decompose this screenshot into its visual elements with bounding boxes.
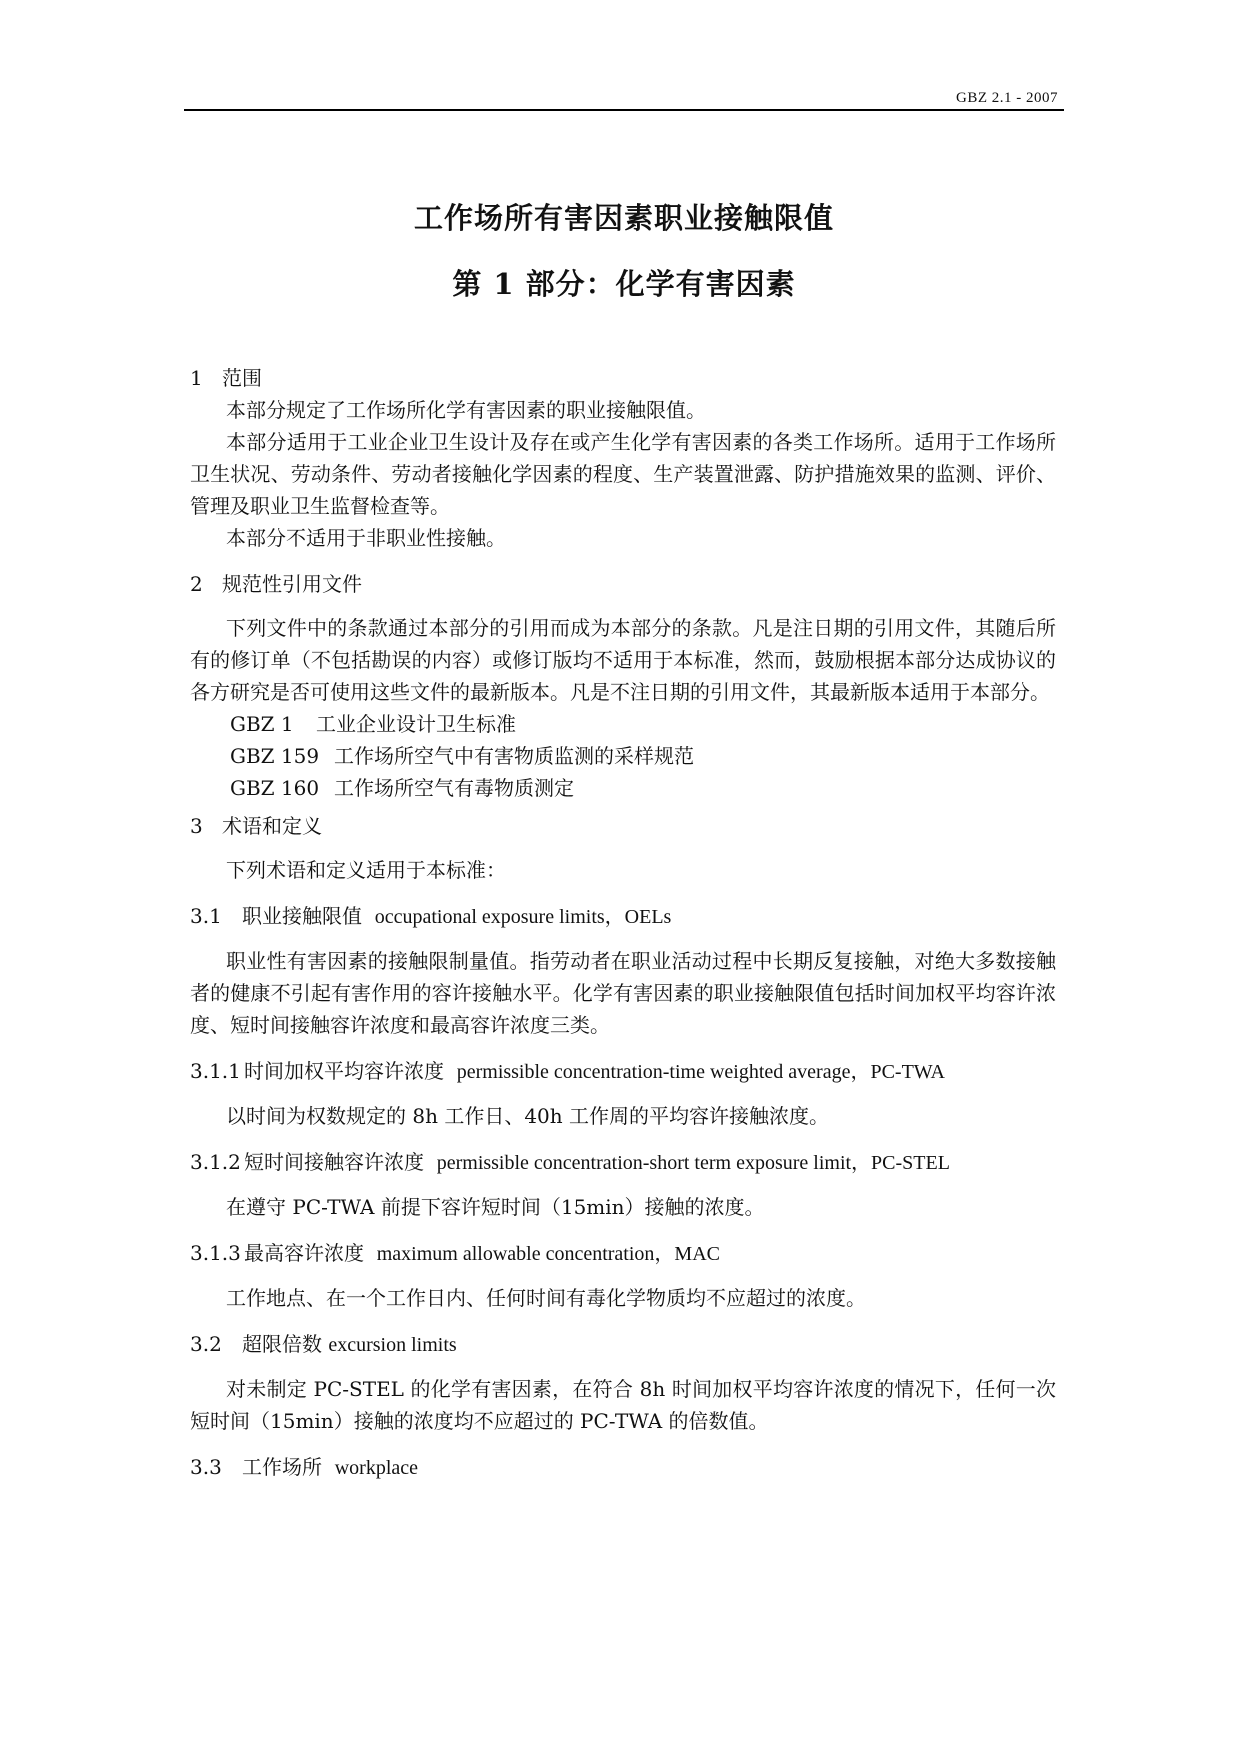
term-english: occupational exposure limits，OELs bbox=[374, 906, 672, 928]
term-name: 职业接触限值 bbox=[242, 904, 362, 928]
reference-code: GBZ 1 bbox=[230, 712, 294, 736]
term-definition: 职业性有害因素的接触限制量值。指劳动者在职业活动过程中长期反复接触，对绝大多数接触者的健康不引起有害作用的容许接触水平。化学有害因素的职业接触限值包括时间加权平均容许浓度、短时间接触容许浓度和最高容许浓度三类。 bbox=[190, 949, 1056, 1037]
paragraph: 本部分规定了工作场所化学有害因素的职业接触限值。 bbox=[226, 398, 706, 422]
header-rule bbox=[184, 109, 1064, 111]
document-body bbox=[190, 362, 1056, 1484]
page-header bbox=[184, 88, 1064, 110]
term-heading-3-1-1 bbox=[190, 1055, 1056, 1088]
term-heading-3-1 bbox=[190, 900, 1056, 933]
reference-item bbox=[190, 740, 1056, 772]
paragraph: 下列文件中的条款通过本部分的引用而成为本部分的条款。凡是注日期的引用文件，其随后所有的修订单（不包括勘误的内容）或修订版均不适用于本标准，然而，鼓励根据本部分达成协议的各方研究是否可使用这些文件的最新版本。凡是不注日期的引用文件，其最新版本适用于本部分。 bbox=[190, 616, 1056, 704]
term-heading-3-2 bbox=[190, 1328, 1056, 1361]
paragraph: 本部分不适用于非职业性接触。 bbox=[226, 526, 506, 550]
section-1-heading bbox=[190, 362, 1056, 394]
section-title: 范围 bbox=[222, 366, 262, 390]
paragraph: 下列术语和定义适用于本标准： bbox=[226, 858, 506, 882]
document-subtitle: 第 1 部分：化学有害因素 bbox=[452, 267, 796, 301]
reference-code: GBZ 159 bbox=[230, 744, 320, 768]
section-3-heading bbox=[190, 810, 1056, 842]
term-english: permissible concentration-short term exposure limit，PC-STEL bbox=[436, 1152, 950, 1174]
term-heading-3-1-3 bbox=[190, 1237, 1056, 1270]
term-number: 3.1 bbox=[190, 904, 222, 928]
section-title: 术语和定义 bbox=[222, 814, 322, 838]
term-definition: 工作地点、在一个工作日内、任何时间有毒化学物质均不应超过的浓度。 bbox=[226, 1286, 866, 1310]
standard-code: GBZ 2.1 - 2007 bbox=[956, 90, 1058, 106]
term-english: maximum allowable concentration，MAC bbox=[376, 1243, 720, 1265]
paragraph: 本部分适用于工业企业卫生设计及存在或产生化学有害因素的各类工作场所。适用于工作场所卫生状况、劳动条件、劳动者接触化学因素的程度、生产装置泄露、防护措施效果的监测、评价、管理及职业卫生监督检查等。 bbox=[190, 430, 1056, 518]
reference-item bbox=[190, 772, 1056, 804]
term-english: excursion limits bbox=[328, 1334, 457, 1356]
term-number: 3.1.1 bbox=[190, 1059, 241, 1083]
section-title: 规范性引用文件 bbox=[222, 572, 362, 596]
section-number: 3 bbox=[190, 814, 203, 838]
document-title: 工作场所有害因素职业接触限值 bbox=[413, 201, 834, 235]
term-name: 工作场所 bbox=[242, 1455, 322, 1479]
term-heading-3-3 bbox=[190, 1451, 1056, 1484]
term-name: 超限倍数 bbox=[242, 1332, 322, 1356]
section-number: 2 bbox=[190, 572, 203, 596]
term-definition: 对未制定 PC-STEL 的化学有害因素，在符合 8h 时间加权平均容许浓度的情况下，任何一次短时间（15min）接触的浓度均不应超过的 PC-TWA 的倍数值。 bbox=[190, 1377, 1056, 1433]
term-name: 短时间接触容许浓度 bbox=[244, 1150, 424, 1174]
term-name: 时间加权平均容许浓度 bbox=[244, 1059, 444, 1083]
term-definition: 在遵守 PC-TWA 前提下容许短时间（15min）接触的浓度。 bbox=[226, 1195, 765, 1219]
section-number: 1 bbox=[190, 366, 203, 390]
term-definition: 以时间为权数规定的 8h 工作日、40h 工作周的平均容许接触浓度。 bbox=[226, 1104, 830, 1128]
term-english: permissible concentration-time weighted average，PC-TWA bbox=[456, 1061, 945, 1083]
term-number: 3.3 bbox=[190, 1455, 222, 1479]
reference-title: 工作场所空气有毒物质测定 bbox=[334, 776, 574, 800]
reference-title: 工作场所空气中有害物质监测的采样规范 bbox=[334, 744, 694, 768]
term-number: 3.1.2 bbox=[190, 1150, 241, 1174]
reference-code: GBZ 160 bbox=[230, 776, 320, 800]
term-english: workplace bbox=[334, 1457, 419, 1479]
term-number: 3.2 bbox=[190, 1332, 222, 1356]
reference-title: 工业企业设计卫生标准 bbox=[316, 712, 516, 736]
reference-item bbox=[190, 708, 1056, 740]
section-2-heading bbox=[190, 568, 1056, 600]
term-heading-3-1-2 bbox=[190, 1146, 1056, 1179]
term-name: 最高容许浓度 bbox=[244, 1241, 364, 1265]
term-number: 3.1.3 bbox=[190, 1241, 241, 1265]
